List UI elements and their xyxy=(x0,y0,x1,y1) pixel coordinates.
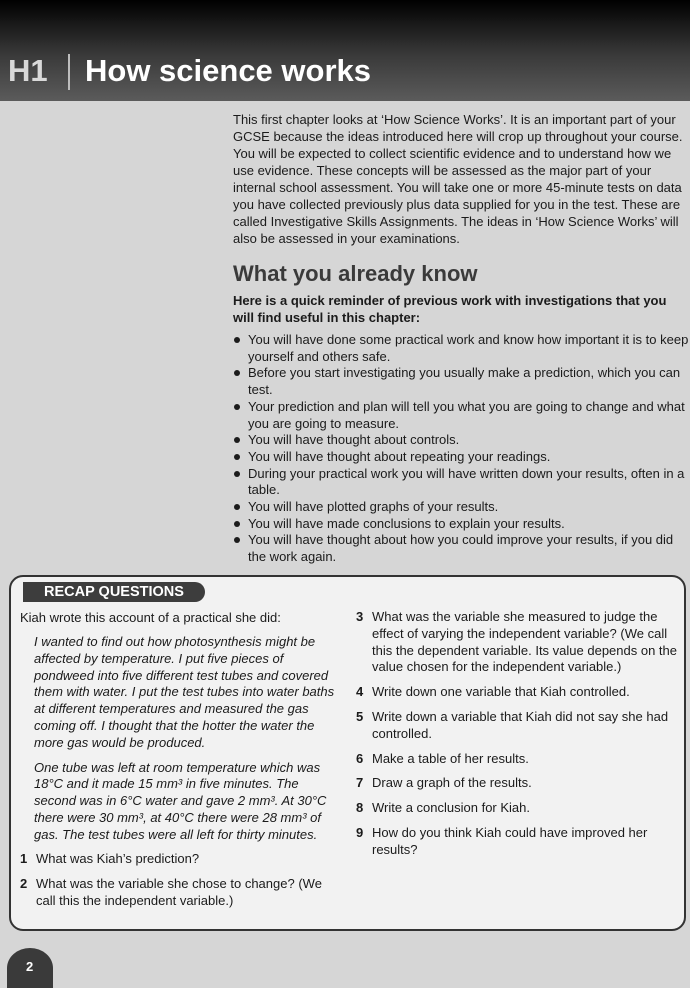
questions-left xyxy=(20,851,340,917)
question-item xyxy=(20,851,340,868)
bullet-list xyxy=(233,332,689,566)
question-item xyxy=(356,775,682,792)
question-text: What was the variable she measured to judge the effect of varying the independent variable? (We call this the dependent variable. Its value depends on the value chosen for the independent variable.) xyxy=(372,609,677,675)
bullet-item: You will have made conclusions to explain your results. xyxy=(233,516,689,533)
question-number: 6 xyxy=(356,750,364,766)
account-paragraph: I wanted to find out how photosynthesis might be affected by temperature. I put five pieces of pondweed into five different test tubes and covered them with water. I put the test tubes into water baths at different temperatures and measured the gas coming off. I thought that the hotter the water the more gas would be produced. xyxy=(34,634,335,750)
bullet-item: You will have plotted graphs of your results. xyxy=(233,499,689,516)
question-number: 4 xyxy=(356,684,364,700)
question-number: 8 xyxy=(356,800,364,816)
question-number: 9 xyxy=(356,824,364,840)
question-number: 5 xyxy=(356,708,364,724)
question-text: What was Kiah’s prediction? xyxy=(36,851,200,866)
question-item xyxy=(356,825,682,859)
question-text: What was the variable she chose to change? (We call this the independent variable.) xyxy=(36,875,322,908)
question-item xyxy=(356,800,682,817)
bullet-item: You will have thought about how you could improve your results, if you did the work again. xyxy=(233,532,689,565)
intro-paragraph: This first chapter looks at ‘How Science Works’. It is an important part of your GCSE because the ideas introduced here will crop up throughout your course. You will be expected to collect scientific evidence and to understand how we use evidence. These concepts will be assessed as the major part of your internal school assessment. You will take one or more 45-minute tests on data you have collected previously plus data supplied for you in the test. These are called Investigative Skills Assignments. The ideas in ‘How Science Works’ will also be assessed in your examinations. xyxy=(233,112,683,246)
recap-intro: Kiah wrote this account of a practical she did: xyxy=(20,610,281,625)
question-number: 1 xyxy=(20,851,28,866)
question-text: Write down one variable that Kiah controlled. xyxy=(372,684,630,700)
question-item xyxy=(356,609,682,676)
question-text: Draw a graph of the results. xyxy=(372,775,532,791)
bullet-item: You will have thought about controls. xyxy=(233,432,689,449)
bullet-item: During your practical work you will have written down your results, often in a table. xyxy=(233,466,689,499)
bullet-item: You will have done some practical work and know how important it is to keep yourself and others safe. xyxy=(233,332,689,365)
header-divider xyxy=(68,54,70,90)
chapter-code: H1 xyxy=(8,53,48,88)
question-item xyxy=(356,684,682,701)
question-text: Make a table of her results. xyxy=(372,750,529,766)
question-item xyxy=(356,751,682,768)
bullet-item: You will have thought about repeating your readings. xyxy=(233,449,689,466)
chapter-title: How science works xyxy=(85,53,372,88)
question-item xyxy=(20,876,340,910)
question-text: How do you think Kiah could have improved her results? xyxy=(372,824,648,857)
page-number: 2 xyxy=(26,959,34,974)
question-number: 7 xyxy=(356,775,364,791)
section-lead: Here is a quick reminder of previous work with investigations that you will find useful in this chapter: xyxy=(233,293,667,325)
account-paragraph: One tube was left at room temperature which was 18°C and it made 15 mm³ in five minutes. The second was in 6°C water and gave 2 mm³. At 30°C there were 30 mm³, at 40°C there were 28 mm³ of gas. The test tubes were all left for thirty minutes. xyxy=(34,759,327,842)
question-text: Write a conclusion for Kiah. xyxy=(372,800,530,816)
question-number: 3 xyxy=(356,609,364,624)
question-item xyxy=(356,709,682,743)
kiah-account xyxy=(34,634,344,852)
section-title: What you already know xyxy=(233,261,478,286)
recap-label: RECAP QUESTIONS xyxy=(23,582,205,602)
bullet-item: Your prediction and plan will tell you what you are going to change and what you are going to measure. xyxy=(233,399,689,432)
bullet-item: Before you start investigating you usually make a prediction, which you can test. xyxy=(233,365,689,398)
questions-right xyxy=(356,609,682,867)
question-number: 2 xyxy=(20,875,28,891)
question-text: Write down a variable that Kiah did not say she had controlled. xyxy=(372,708,669,741)
